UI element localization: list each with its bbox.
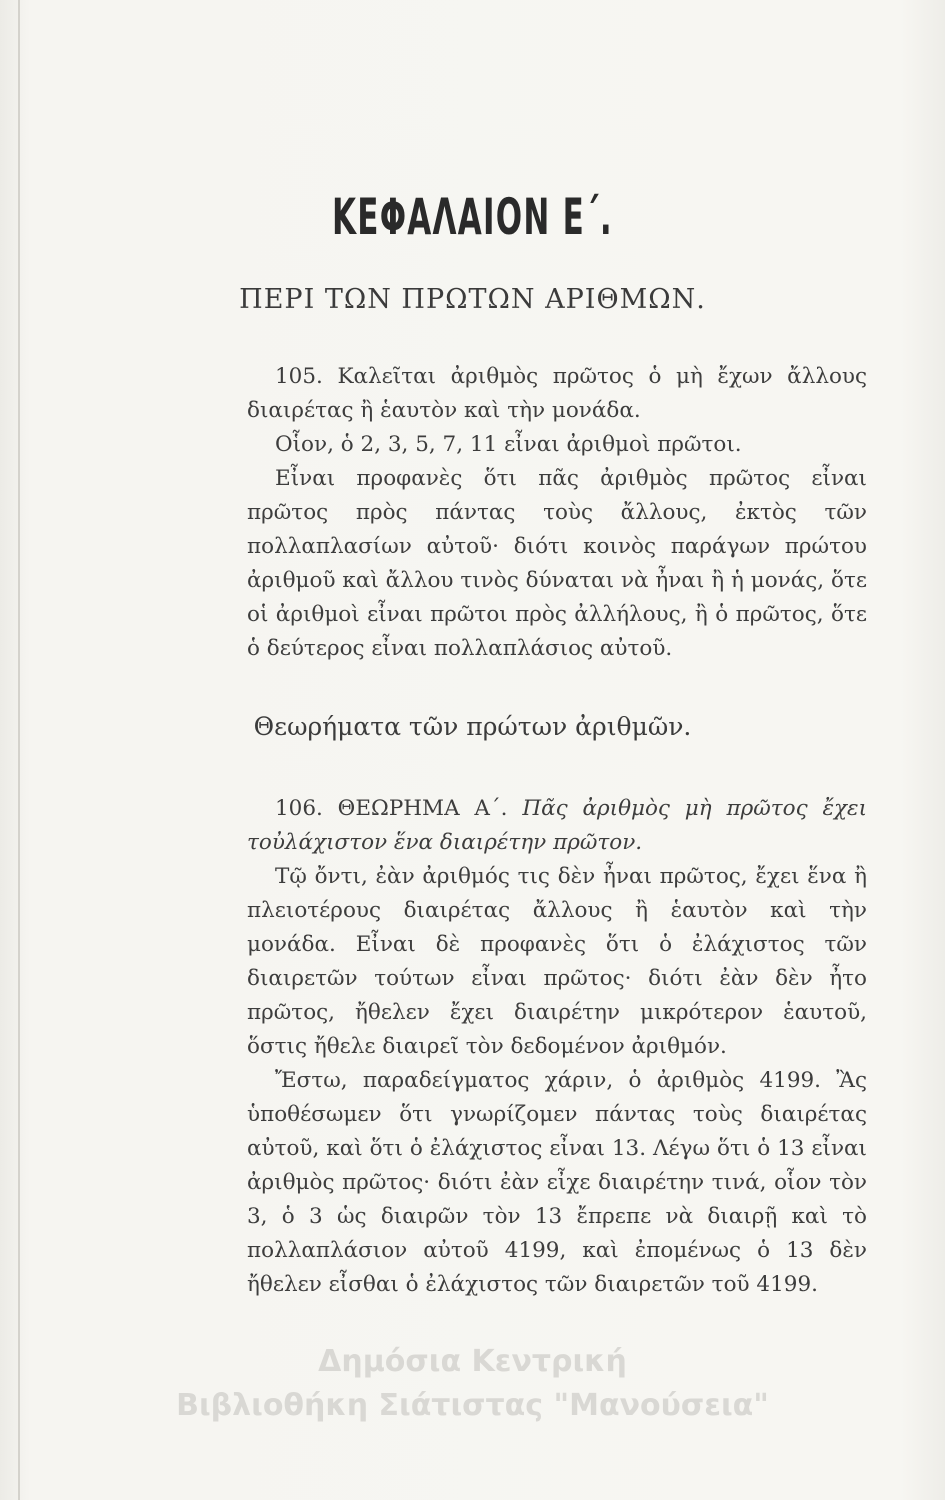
page-edge [18, 0, 20, 1500]
paragraph-obvious: Εἶναι προφανὲς ὅτι πᾶς ἀριθμὸς πρῶτος εἶναι πρῶτος πρὸς πάντας τοὺς ἄλλους, ἐκτὸς τῶν πολλαπλασίων αὐτοῦ· διότι κοινὸς παράγων πρώτου ἀριθμοῦ καὶ ἄλλου τινὸς δύναται νὰ ἦναι ἢ ἡ μονάς, ὅτε οἱ ἀριθμοὶ εἶναι πρῶτοι πρὸς ἀλλήλους, ἢ ὁ πρῶτος, ὅτε ὁ δεύτερος εἶναι πολλαπλάσιος αὐτοῦ. [247, 466, 867, 661]
chapter-title: ΚΕΦΑΛΑΙΟΝ Ε΄. [332, 188, 613, 246]
theorem-proof: Τῷ ὄντι, ἐὰν ἀριθμός τις δὲν ἦναι πρῶτος, ἔχει ἕνα ἢ πλειοτέρους διαιρέτας ἄλλους ἢ ἑαυτὸν καὶ τὴν μονάδα. Εἶναι δὲ προφανὲς ὅτι ὁ ἐλάχιστος τῶν διαιρετῶν τούτων εἶναι πρῶτος· διότι ἐὰν δὲν ἦτο πρῶτος, ἤθελεν ἔχει διαιρέτην μικρότερον ἑαυτοῦ, ὅστις ἤθελε διαιρεῖ τὸν δεδομένον ἀριθμόν. [247, 864, 867, 1059]
watermark-line-1: Δημόσια Κεντρική [318, 1344, 627, 1379]
intro-block [247, 360, 867, 666]
library-watermark [0, 1340, 945, 1428]
theorem-example: Ἔστω, παραδείγματος χάριν, ὁ ἀριθμὸς 4199. Ἂς ὑποθέσωμεν ὅτι γνωρίζομεν πάντας τοὺς διαιρέτας αὐτοῦ, καὶ ὅτι ὁ ἐλάχιστος εἶναι 13. Λέγω ὅτι ὁ 13 εἶναι ἀριθμὸς πρῶτος· διότι ἐὰν εἶχε διαιρέτην τινά, οἷον τὸν 3, ὁ 3 ὡς διαιρῶν τὸν 13 ἔπρεπε νὰ διαιρῇ καὶ τὸ πολλαπλάσιον αὐτοῦ 4199, καὶ ἐπομένως ὁ 13 δὲν ἤθελεν εἶσθαι ὁ ἐλάχιστος τῶν διαιρετῶν τοῦ 4199. [247, 1068, 867, 1297]
theorem-heading [247, 792, 867, 860]
theorem-label: 106. ΘΕΩΡΗΜΑ Α΄. [275, 796, 508, 821]
section-heading: Θεωρήματα τῶν πρώτων ἀριθμῶν. [253, 712, 692, 741]
paragraph-105: 105. Καλεῖται ἀριθμὸς πρῶτος ὁ μὴ ἔχων ἄλλους διαιρέτας ἢ ἑαυτὸν καὶ τὴν μονάδα. [247, 364, 867, 423]
paragraph-example: Οἷον, ὁ 2, 3, 5, 7, 11 εἶναι ἀριθμοὶ πρῶτοι. [275, 432, 742, 457]
watermark-line-2: Βιβλιοθήκη Σιάτιστας "Μανούσεια" [176, 1388, 769, 1423]
theorem-block [247, 792, 867, 1302]
theorem-statement: Πᾶς ἀριθμὸς μὴ πρῶτος ἔχει τοὐλάχιστον ἕνα διαιρέτην πρῶτον. [247, 796, 867, 855]
chapter-subtitle: ΠΕΡΙ ΤΩΝ ΠΡΩΤΩΝ ΑΡΙΘΜΩΝ. [239, 284, 706, 315]
